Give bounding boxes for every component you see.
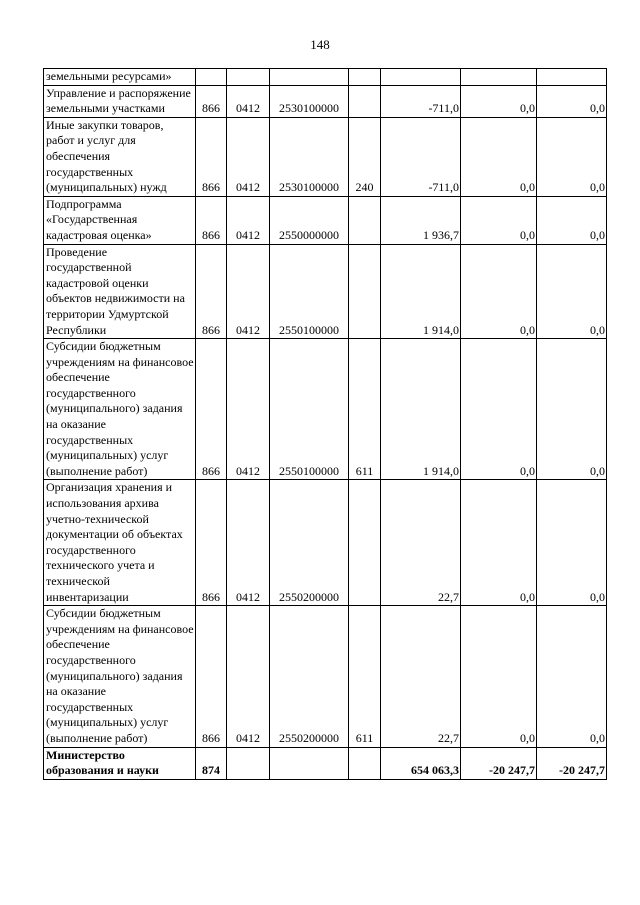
target-code: 2550200000: [270, 480, 349, 606]
section-code: [227, 69, 270, 86]
change-year-2: 0,0: [537, 196, 607, 244]
change-year-2: 0,0: [537, 480, 607, 606]
table-row: [44, 244, 607, 339]
ministry-code: [196, 69, 227, 86]
amount: -711,0: [381, 117, 461, 196]
change-year-2: -20 247,7: [537, 747, 607, 779]
table-row: [44, 69, 607, 86]
expense-type-code: 611: [349, 339, 381, 480]
ministry-code: 874: [196, 747, 227, 779]
change-year-1: 0,0: [461, 85, 537, 117]
row-name: Министерство образования и науки: [44, 747, 196, 779]
change-year-1: 0,0: [461, 117, 537, 196]
section-code: 0412: [227, 196, 270, 244]
page-number: 148: [310, 37, 330, 52]
expense-type-code: [349, 244, 381, 339]
amount: 654 063,3: [381, 747, 461, 779]
target-code: 2550000000: [270, 196, 349, 244]
change-year-1: [461, 69, 537, 86]
budget-table: [43, 68, 607, 780]
row-name: Организация хранения и использования архива учетно-технической документации об объектах государственного технического учета и технической инвентаризации: [44, 480, 196, 606]
expense-type-code: [349, 69, 381, 86]
amount: [381, 69, 461, 86]
change-year-1: 0,0: [461, 480, 537, 606]
table-row: [44, 196, 607, 244]
target-code: 2550200000: [270, 606, 349, 747]
ministry-code: 866: [196, 480, 227, 606]
ministry-code: 866: [196, 606, 227, 747]
change-year-1: 0,0: [461, 606, 537, 747]
amount: 1 914,0: [381, 339, 461, 480]
row-name: Подпрограмма «Государственная кадастровая оценка»: [44, 196, 196, 244]
target-code: 2550100000: [270, 244, 349, 339]
table-row: [44, 606, 607, 747]
change-year-1: 0,0: [461, 196, 537, 244]
change-year-2: 0,0: [537, 117, 607, 196]
expense-type-code: [349, 85, 381, 117]
change-year-2: 0,0: [537, 339, 607, 480]
section-code: 0412: [227, 606, 270, 747]
row-name: земельными ресурсами»: [44, 69, 196, 86]
expense-type-code: [349, 480, 381, 606]
change-year-2: 0,0: [537, 606, 607, 747]
expense-type-code: 611: [349, 606, 381, 747]
section-code: 0412: [227, 85, 270, 117]
change-year-2: 0,0: [537, 85, 607, 117]
table-row: [44, 117, 607, 196]
target-code: 2550100000: [270, 339, 349, 480]
table-row: [44, 480, 607, 606]
section-code: 0412: [227, 117, 270, 196]
ministry-code: 866: [196, 196, 227, 244]
expense-type-code: [349, 196, 381, 244]
change-year-1: -20 247,7: [461, 747, 537, 779]
target-code: 2530100000: [270, 85, 349, 117]
change-year-1: 0,0: [461, 339, 537, 480]
row-name: Проведение государственной кадастровой оценки объектов недвижимости на территории Удмуртской Республики: [44, 244, 196, 339]
change-year-1: 0,0: [461, 244, 537, 339]
target-code: 2530100000: [270, 117, 349, 196]
amount: 22,7: [381, 480, 461, 606]
amount: 1 914,0: [381, 244, 461, 339]
section-code: 0412: [227, 244, 270, 339]
row-name: Управление и распоряжение земельными участками: [44, 85, 196, 117]
section-code: 0412: [227, 480, 270, 606]
amount: 1 936,7: [381, 196, 461, 244]
amount: 22,7: [381, 606, 461, 747]
row-name: Иные закупки товаров, работ и услуг для обеспечения государственных (муниципальных) нужд: [44, 117, 196, 196]
target-code: [270, 747, 349, 779]
change-year-2: 0,0: [537, 244, 607, 339]
change-year-2: [537, 69, 607, 86]
section-code: 0412: [227, 339, 270, 480]
ministry-code: 866: [196, 244, 227, 339]
row-name: Субсидии бюджетным учреждениям на финансовое обеспечение государственного (муниципального) задания на оказание государственных (муниципальных) услуг (выполнение работ): [44, 339, 196, 480]
section-code: [227, 747, 270, 779]
expense-type-code: 240: [349, 117, 381, 196]
ministry-code: 866: [196, 117, 227, 196]
ministry-code: 866: [196, 85, 227, 117]
expense-type-code: [349, 747, 381, 779]
target-code: [270, 69, 349, 86]
row-name: Субсидии бюджетным учреждениям на финансовое обеспечение государственного (муниципального) задания на оказание государственных (муниципальных) услуг (выполнение работ): [44, 606, 196, 747]
table-row: [44, 339, 607, 480]
ministry-code: 866: [196, 339, 227, 480]
amount: -711,0: [381, 85, 461, 117]
table-row: [44, 85, 607, 117]
table-row-total: [44, 747, 607, 779]
